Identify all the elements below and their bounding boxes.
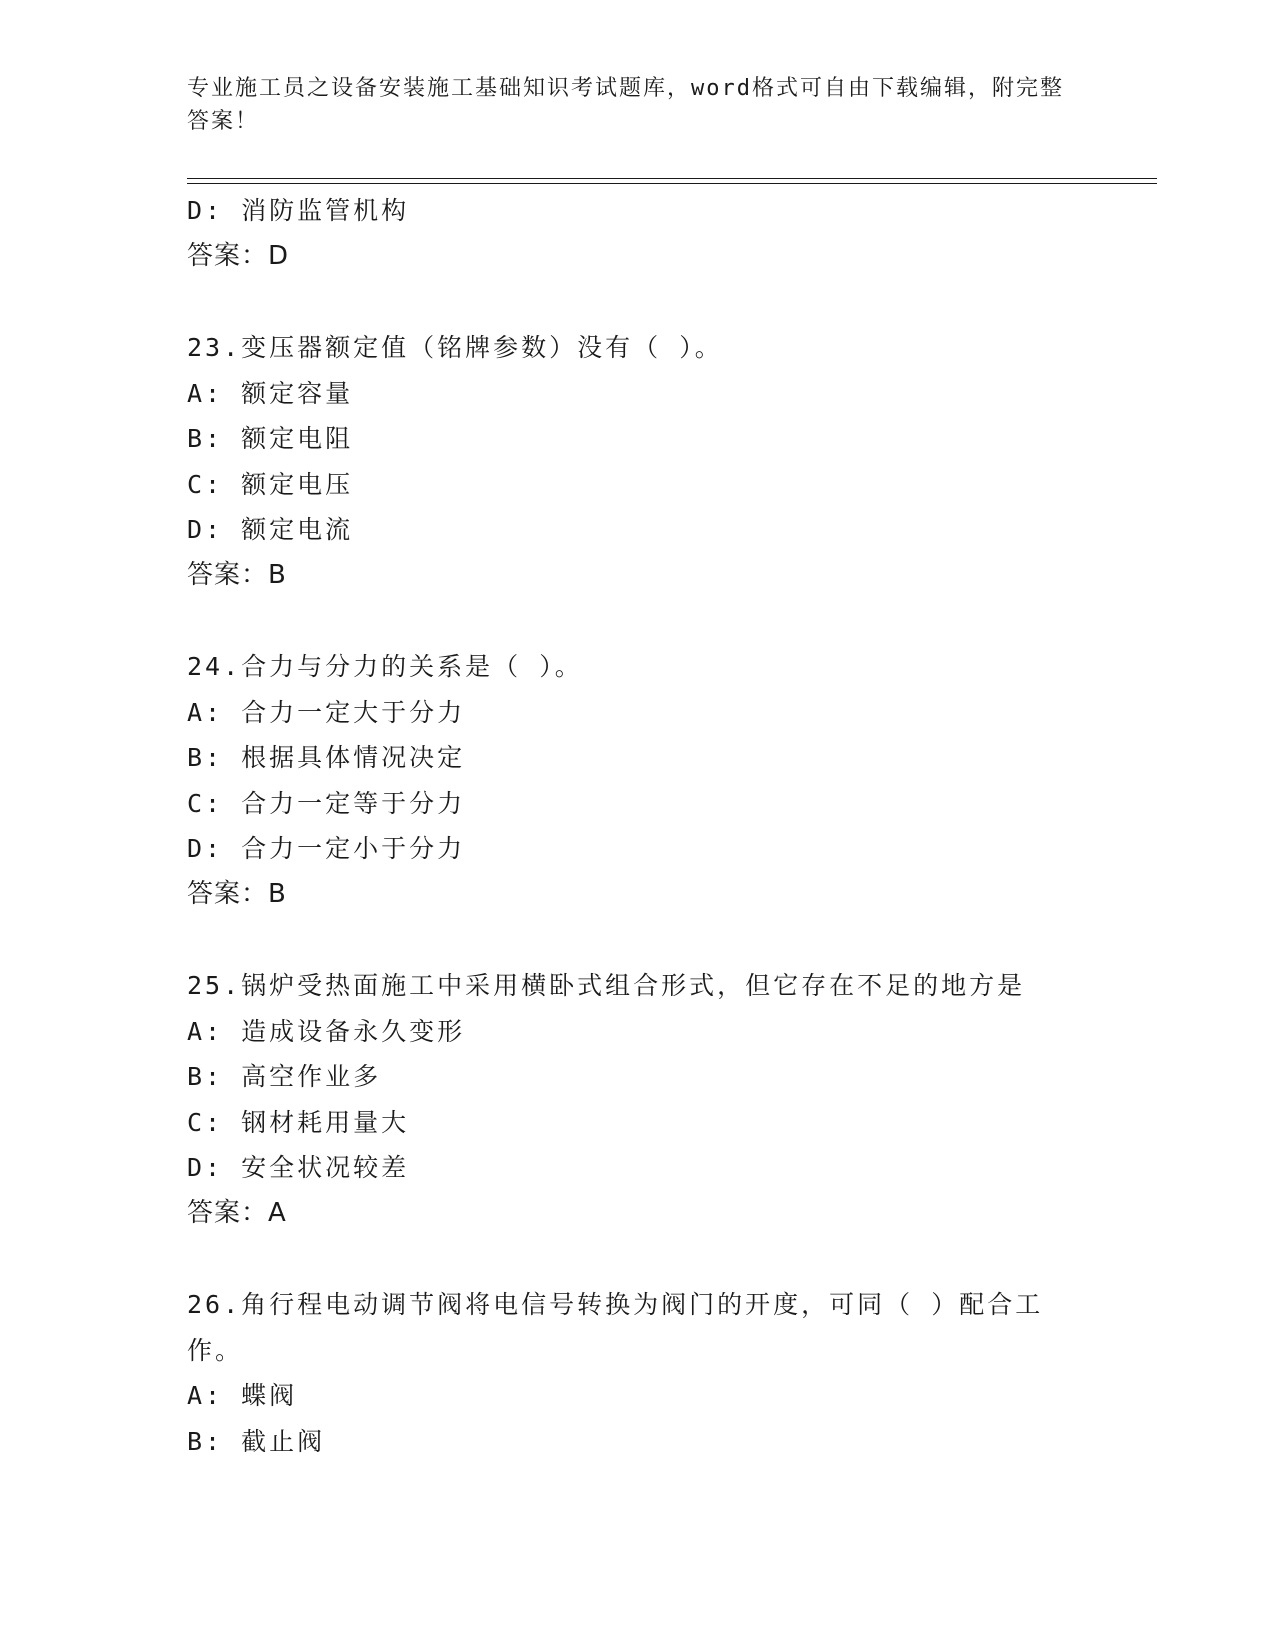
option-d: D: 额定电流 bbox=[187, 515, 354, 544]
option-d: D: 合力一定小于分力 bbox=[187, 834, 466, 863]
question-stem: 25.锅炉受热面施工中采用横卧式组合形式，但它存在不足的地方是 bbox=[187, 971, 1026, 1000]
question-24 bbox=[187, 644, 1087, 917]
question-stem: 24.合力与分力的关系是（ ）。 bbox=[187, 652, 583, 681]
q22-answer: 答案：D bbox=[187, 240, 290, 271]
option-c: C: 合力一定等于分力 bbox=[187, 788, 466, 818]
option-b: B: 截止阀 bbox=[187, 1426, 326, 1456]
option-a: A: 额定容量 bbox=[187, 378, 354, 408]
q22-option-d: D: 消防监管机构 bbox=[187, 196, 410, 225]
header-rule-bottom bbox=[187, 183, 1157, 184]
question-26 bbox=[187, 1282, 1087, 1464]
option-a: A: 造成设备永久变形 bbox=[187, 1016, 466, 1046]
option-b: B: 根据具体情况决定 bbox=[187, 743, 466, 772]
option-b: B: 高空作业多 bbox=[187, 1062, 382, 1091]
option-a: A: 合力一定大于分力 bbox=[187, 697, 466, 727]
option-b: B: 额定电阻 bbox=[187, 424, 354, 453]
question-23 bbox=[187, 325, 1087, 598]
header-rule-top bbox=[187, 178, 1157, 179]
answer: 答案：B bbox=[187, 559, 287, 590]
option-c: C: 钢材耗用量大 bbox=[187, 1107, 410, 1137]
answer: 答案：A bbox=[187, 1197, 287, 1228]
option-a: A: 蝶阀 bbox=[187, 1381, 298, 1410]
answer: 答案：B bbox=[187, 878, 287, 909]
question-25 bbox=[187, 963, 1087, 1236]
option-d: D: 安全状况较差 bbox=[187, 1153, 410, 1182]
question-list bbox=[187, 188, 1087, 1464]
option-c: C: 额定电压 bbox=[187, 469, 354, 499]
document-header: 专业施工员之设备安装施工基础知识考试题库，word格式可自由下载编辑，附完整答案！ bbox=[187, 76, 1064, 134]
question-stem: 23.变压器额定值（铭牌参数）没有（ ）。 bbox=[187, 333, 723, 362]
question-stem: 26.角行程电动调节阀将电信号转换为阀门的开度，可同（ ）配合工作。 bbox=[187, 1290, 1044, 1365]
